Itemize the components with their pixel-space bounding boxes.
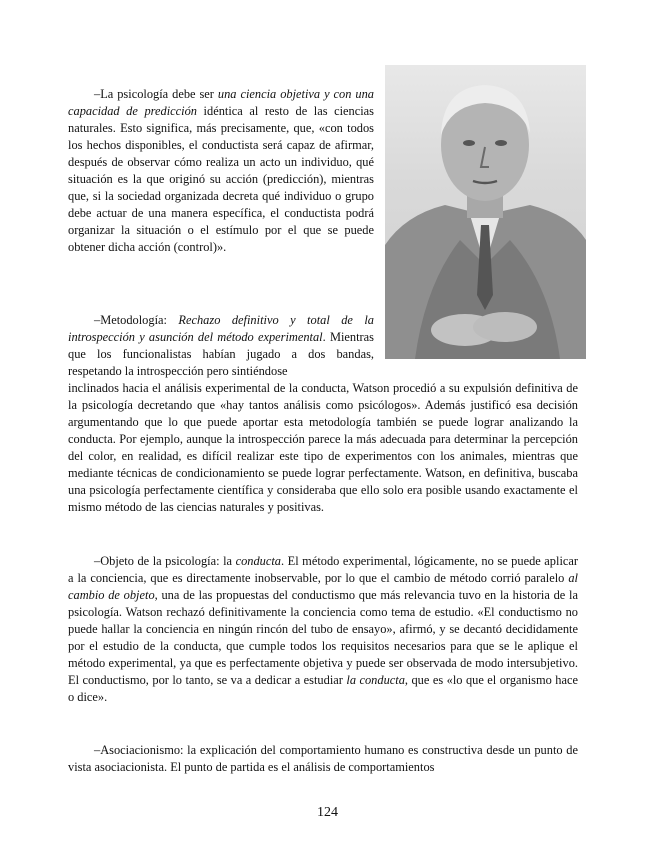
p2-text-c: . Mientras que los funcionalistas habían jugado a dos bandas, respetando la introspección pero sintiéndose [68, 330, 374, 378]
p4-text-a: –Asociacionismo: la explicación del comportamiento humano es constructiva desde un punto de vista asociacionista. El punto de partida es el análisis de comportamientos [68, 743, 578, 774]
p3-text-a: –Objeto de la psicología: la [94, 554, 236, 568]
p2-text-a: –Metodología: [94, 313, 179, 327]
p1-italic: una ciencia objetiva y con una capacidad de predicción [68, 87, 374, 118]
portrait-photo [385, 65, 586, 359]
portrait-illustration [385, 65, 586, 359]
p3-text-c: . El método experimental, lógicamente, no se puede aplicar a la conciencia, que es directamente inobservable, por lo que el cambio de método corrió paralelo [68, 554, 579, 585]
p2-italic: Rechazo definitivo y total de la introspección y asunción del método experimental [68, 313, 375, 344]
p2-text-d: inclinados hacia el análisis experimental de la conducta, Watson procedió a su expulsión definitiva de la psicología decretando que «hay tantos análisis como psicólogos». Además justificó esa decisión argumentando que lo que puede aportar esta metodología también se puede lograr analizando la conducta. Por ejemplo, aunque la introspección parece la más adecuada para determinar la percepción del color, en realidad, es difícil realizar este tipo de experimentos con los animales, mientras que mediante técnicas de condicionamiento se puede lograr perfectamente. Watson, en definitiva, buscaba una psicología perfectamente científica y consideraba que ello solo era posible usando exactamente el mismo método de las ciencias naturales y positivas. [68, 381, 578, 514]
p3-text-g: , que es «lo que el organismo hace o dice». [68, 673, 578, 704]
p3-italic-conducta: conducta [235, 554, 281, 568]
paragraph-asociacionismo [68, 742, 578, 776]
p1-text-c: idéntica al resto de las ciencias naturales. Esto significa, más precisamente, que, «con todos los hechos disponibles, el conductista será capaz de afirmar, después de observar cómo realiza un acto un individuo, qué situación es la que originó su acción (predicción), mientras que, si la sociedad organizada decreta qué individuo o grupo debe actuar de una manera específica, el conductista podrá organizar la situación o el estímulo por el que se puede obtener dicha acción (control)». [68, 104, 374, 254]
page-number: 124 [317, 805, 338, 820]
p3-text-e: , una de las propuestas del conductismo que más relevancia tuvo en la historia de la psicología. Watson rechazó definitivamente la conciencia como tema de estudio. «El conductismo no puede hallar la conciencia en ningún rincón del tubo de ensayo», afirmó, y se decantó decididamente por el estudio de la conducta, que cumple todos los requisitos necesarios para que se le aplique el método experimental, ya que es perfectamente objetiva y puede ser observada de modo intersubjetivo. El conductismo, por lo tanto, se va a dedicar a estudiar [68, 588, 578, 687]
p3-italic-cambio: al cambio de objeto [68, 571, 578, 602]
p1-text-a: –La psicología debe ser [94, 87, 218, 101]
paragraph-objeto [68, 553, 578, 706]
paragraph-metodologia [68, 312, 374, 380]
paragraph-metodologia-continued [68, 380, 578, 516]
p3-italic-la-conducta: la conducta [346, 673, 405, 687]
paragraph-ciencia-objetiva [68, 86, 374, 256]
